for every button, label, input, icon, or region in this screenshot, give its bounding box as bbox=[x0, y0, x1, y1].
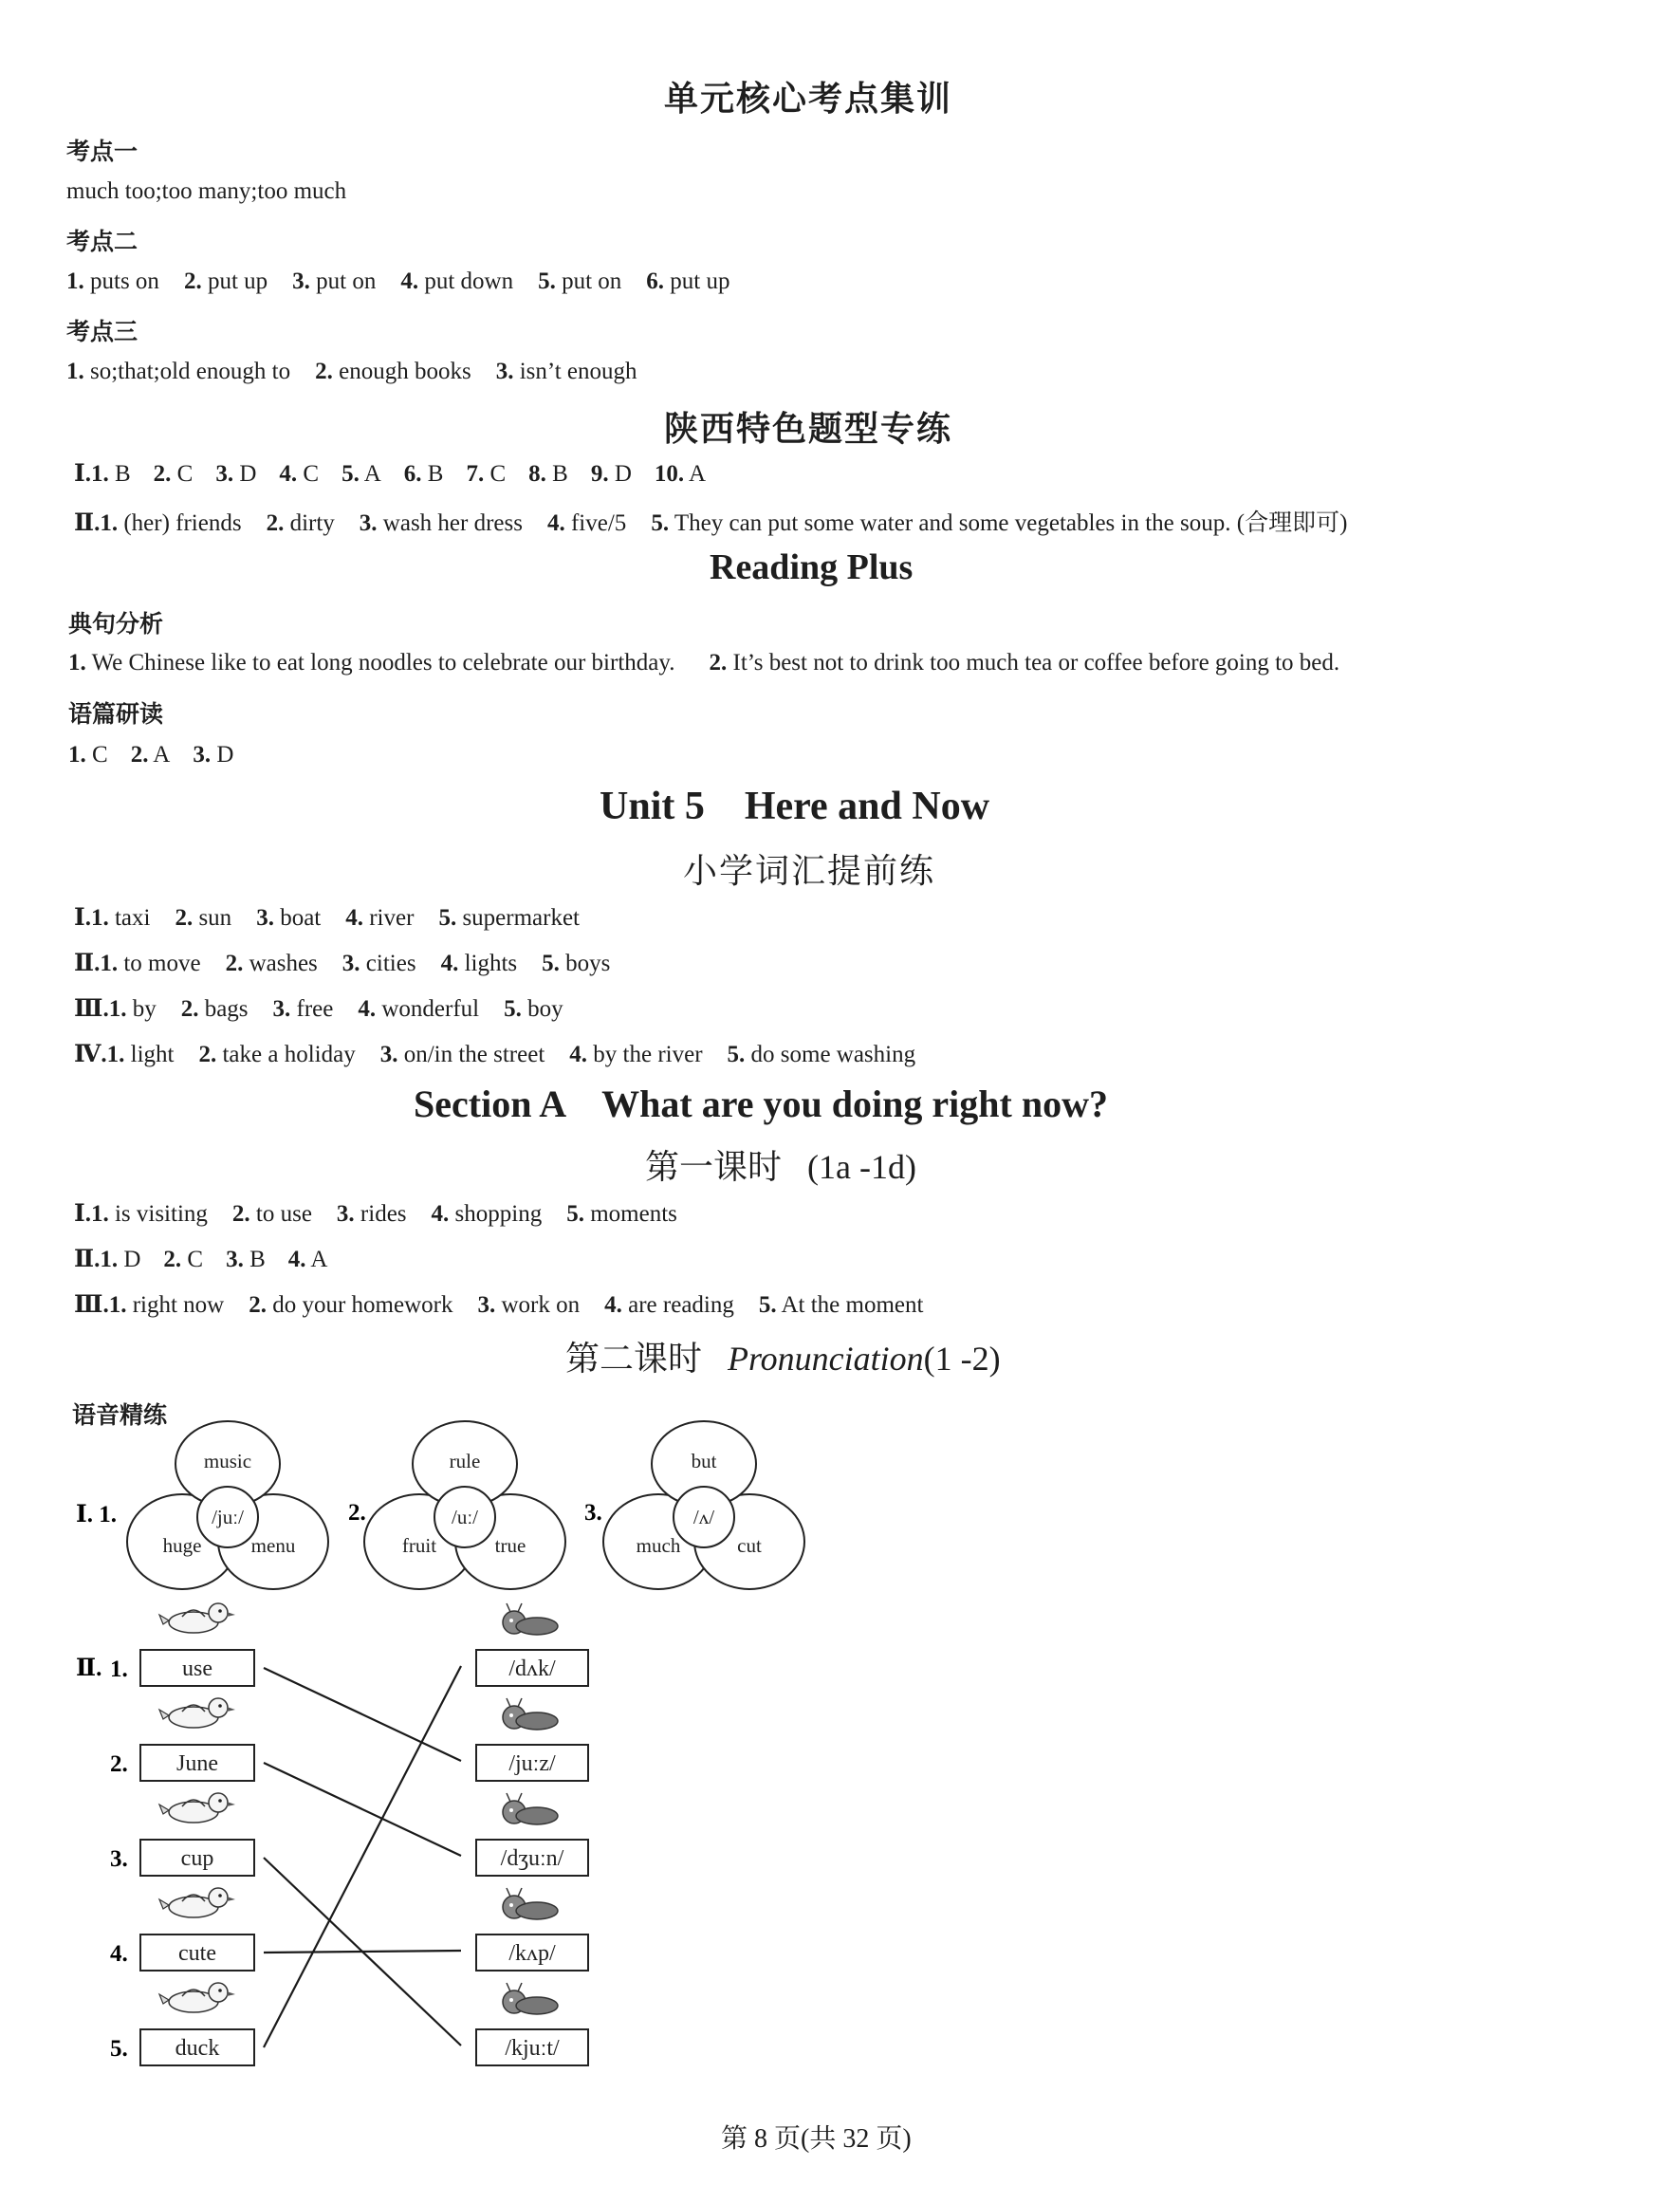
answer-number: 1. bbox=[90, 461, 109, 487]
answer-text: bags bbox=[198, 996, 249, 1022]
kp1-answer: much too;too many;too much bbox=[66, 178, 347, 204]
caterpillar-icon bbox=[503, 1698, 558, 1730]
bird-beak bbox=[227, 1802, 235, 1806]
answer-text: cities bbox=[360, 951, 416, 976]
bird-eye bbox=[218, 1609, 222, 1613]
answer-number: 3. bbox=[193, 742, 212, 768]
answer-text: shopping bbox=[449, 1201, 543, 1227]
label-passage-reading: 语篇研读 bbox=[68, 702, 164, 728]
answer-text: light bbox=[124, 1042, 175, 1067]
section-title-core-points: 单元核心考点集训 bbox=[664, 80, 953, 118]
match-line bbox=[264, 1666, 461, 2047]
answer-text: work on bbox=[495, 1292, 581, 1318]
bird-tail bbox=[159, 1615, 169, 1624]
answer-number: 1. bbox=[66, 359, 84, 384]
flower-1 bbox=[127, 1421, 328, 1589]
s2-number: 2. bbox=[709, 650, 728, 676]
lesson-1-cn: 第一课时 bbox=[645, 1148, 783, 1186]
answer-text: do your homework bbox=[266, 1292, 453, 1318]
answer-number: 4. bbox=[431, 1201, 450, 1227]
flower-sound: /ʌ/ bbox=[692, 1506, 715, 1528]
answer-number: 5. bbox=[542, 951, 560, 976]
caterpillar-eye bbox=[509, 1619, 513, 1622]
sound-text: /kʌp/ bbox=[508, 1941, 556, 1966]
answer-text: put on bbox=[309, 268, 377, 294]
bird-tail bbox=[159, 1710, 169, 1719]
flower-word-left: much bbox=[636, 1534, 681, 1557]
matching-number: 4. bbox=[110, 1941, 128, 1967]
answer-text: They can put some water and some vegetables in the soup. (合理即可) bbox=[669, 510, 1348, 536]
bird-head bbox=[209, 1888, 228, 1907]
answer-number: 10. bbox=[654, 461, 685, 487]
part-ii-label: Ⅱ. bbox=[74, 510, 101, 536]
answer-text: free bbox=[290, 996, 334, 1022]
vocab-row-i-label: Ⅰ. bbox=[74, 905, 91, 931]
answer-number: 2. bbox=[315, 359, 333, 384]
flower-row-label: Ⅰ. 1. bbox=[76, 1502, 117, 1527]
flower-word-top: music bbox=[203, 1450, 252, 1472]
caterpillar-icon bbox=[503, 1603, 558, 1635]
sound-text: /dʒuːn/ bbox=[500, 1846, 564, 1871]
word-text: duck bbox=[175, 2036, 220, 2061]
answer-number: 2. bbox=[231, 1201, 250, 1227]
answer-text: D bbox=[233, 461, 257, 487]
answer-number: 1. bbox=[100, 951, 119, 976]
answer-number: 2. bbox=[163, 1247, 182, 1272]
caterpillar-body bbox=[516, 1618, 558, 1635]
section-a-title: Section A What are you doing right now? bbox=[414, 1083, 1108, 1125]
matching-number: 2. bbox=[110, 1751, 128, 1777]
answer-text: put on bbox=[555, 268, 622, 294]
answer-text: by bbox=[126, 996, 157, 1022]
answer-number: 4. bbox=[345, 905, 363, 931]
answer-text: At the moment bbox=[776, 1292, 924, 1318]
match-line bbox=[264, 1763, 461, 1856]
answer-text: do some washing bbox=[745, 1042, 916, 1067]
unit-subtitle: 小学词汇提前练 bbox=[683, 852, 936, 890]
answer-text: puts on bbox=[83, 268, 159, 294]
bird-beak bbox=[227, 1897, 235, 1901]
caterpillar-icon bbox=[503, 1793, 558, 1824]
flower-word-left: huge bbox=[162, 1534, 202, 1557]
answer-text: D bbox=[608, 461, 632, 487]
answer-text: wash her dress bbox=[377, 510, 523, 536]
answer-number: 3. bbox=[379, 1042, 398, 1067]
lesson-2-title: Pronunciation bbox=[728, 1340, 924, 1378]
answer-number: 1. bbox=[100, 1247, 119, 1272]
answer-number: 5. bbox=[342, 461, 360, 487]
answer-number: 1. bbox=[66, 268, 84, 294]
answer-text: C bbox=[85, 742, 108, 768]
answer-text: A bbox=[148, 742, 171, 768]
answer-number: 2. bbox=[180, 996, 199, 1022]
word-text: use bbox=[182, 1657, 212, 1681]
answer-text: (her) friends bbox=[118, 510, 242, 536]
matching-label: Ⅱ. bbox=[76, 1656, 102, 1681]
vocab-row-ii-label: Ⅱ. bbox=[74, 951, 101, 976]
bird-icon bbox=[159, 1603, 235, 1633]
answer-text: isn’t enough bbox=[513, 359, 637, 384]
matching-number: 5. bbox=[110, 2036, 128, 2062]
answer-number: 2. bbox=[153, 461, 172, 487]
caterpillar-icon bbox=[503, 1983, 558, 2014]
answer-number: 3. bbox=[272, 996, 291, 1022]
answer-text: wonderful bbox=[376, 996, 480, 1022]
word-text: cup bbox=[180, 1846, 214, 1871]
answer-text: river bbox=[362, 905, 415, 931]
bird-icon bbox=[159, 1983, 235, 2012]
answer-text: A bbox=[359, 461, 381, 487]
bird-beak bbox=[227, 1707, 235, 1712]
answer-text: boys bbox=[559, 951, 611, 976]
answer-number: 5. bbox=[651, 510, 670, 536]
answer-text: D bbox=[118, 1247, 141, 1272]
match-line bbox=[264, 1668, 461, 1761]
sound-text: /juːz/ bbox=[508, 1751, 556, 1776]
answer-number: 2. bbox=[266, 510, 285, 536]
kp2-label: 考点二 bbox=[66, 230, 138, 255]
answer-number: 2. bbox=[225, 951, 244, 976]
answer-text: five/5 bbox=[564, 510, 627, 536]
answer-number: 1. bbox=[108, 1292, 127, 1318]
lesson-2-range: (1 -2) bbox=[923, 1340, 1001, 1378]
answer-number: 3. bbox=[477, 1292, 496, 1318]
flower-3 bbox=[584, 1421, 804, 1589]
answer-number: 4. bbox=[400, 268, 419, 294]
answer-number: 7. bbox=[466, 461, 485, 487]
unit-title: Unit 5 Here and Now bbox=[600, 785, 990, 828]
answer-number: 2. bbox=[183, 268, 202, 294]
answer-number: 3. bbox=[226, 1247, 244, 1272]
bird-eye bbox=[218, 1894, 222, 1898]
flower-2 bbox=[348, 1421, 565, 1589]
answer-number: 2. bbox=[175, 905, 194, 931]
flower-word-right: menu bbox=[250, 1534, 296, 1557]
word-text: cute bbox=[178, 1941, 216, 1966]
caterpillar-eye bbox=[509, 1903, 513, 1907]
flower-number: 2. bbox=[348, 1500, 366, 1526]
answer-text: D bbox=[211, 742, 234, 768]
caterpillar-body bbox=[516, 1807, 558, 1824]
answer-text: dirty bbox=[284, 510, 335, 536]
answer-text: C bbox=[297, 461, 320, 487]
matching-group bbox=[76, 1603, 588, 2065]
answer-text: so;that;old enough to bbox=[83, 359, 291, 384]
answer-text: sun bbox=[193, 905, 232, 931]
answer-text: B bbox=[243, 1247, 266, 1272]
answer-text: taxi bbox=[108, 905, 151, 931]
answer-number: 3. bbox=[495, 359, 514, 384]
answer-text: is visiting bbox=[108, 1201, 208, 1227]
flower-word-top: but bbox=[691, 1450, 717, 1472]
section-title-shaanxi: 陕西特色题型专练 bbox=[664, 410, 953, 448]
s1-number: 1. bbox=[68, 650, 86, 676]
page-footer: 第 8 页(共 32 页) bbox=[721, 2124, 912, 2154]
answer-number: 4. bbox=[287, 1247, 306, 1272]
answer-text: C bbox=[484, 461, 507, 487]
caterpillar-body bbox=[516, 1712, 558, 1730]
flower-word-right: cut bbox=[737, 1534, 762, 1557]
answer-text: put down bbox=[418, 268, 514, 294]
answer-number: 4. bbox=[358, 996, 377, 1022]
bird-eye bbox=[218, 1989, 222, 1992]
answer-number: 1. bbox=[100, 510, 119, 536]
answer-number: 1. bbox=[90, 905, 109, 931]
sound-text: /dʌk/ bbox=[508, 1657, 556, 1681]
answer-number: 5. bbox=[538, 268, 556, 294]
match-line bbox=[264, 1951, 461, 1953]
answer-text: are reading bbox=[621, 1292, 734, 1318]
s2-text: It’s best not to drink too much tea or coffee before going to bed. bbox=[732, 650, 1340, 676]
flower-sound: /uː/ bbox=[451, 1506, 479, 1528]
answer-number: 3. bbox=[292, 268, 310, 294]
flower-word-top: rule bbox=[449, 1450, 481, 1472]
answer-number: 2. bbox=[130, 742, 149, 768]
answer-text: right now bbox=[126, 1292, 225, 1318]
matching-number: 1. bbox=[110, 1657, 128, 1682]
kp1-label: 考点一 bbox=[66, 139, 138, 165]
lesson1-row-iii-label: Ⅲ. bbox=[74, 1292, 109, 1318]
section-title-reading-plus: Reading Plus bbox=[710, 547, 914, 587]
answer-text: put up bbox=[201, 268, 268, 294]
answer-number: 3. bbox=[336, 1201, 355, 1227]
answer-number: 3. bbox=[342, 951, 360, 976]
answer-text: B bbox=[545, 461, 568, 487]
bird-tail bbox=[159, 1994, 169, 2004]
answer-text: washes bbox=[243, 951, 318, 976]
label-phonics: 语音精练 bbox=[72, 1403, 168, 1429]
lesson-1-range: (1a -1d) bbox=[807, 1148, 916, 1186]
answer-number: 4. bbox=[440, 951, 459, 976]
answer-number: 1. bbox=[106, 1042, 125, 1067]
caterpillar-eye bbox=[509, 1998, 513, 2002]
bird-eye bbox=[218, 1799, 222, 1803]
bird-icon bbox=[159, 1698, 235, 1728]
answer-number: 8. bbox=[528, 461, 546, 487]
bird-eye bbox=[218, 1704, 222, 1708]
flower-number: 3. bbox=[584, 1500, 602, 1526]
answer-number: 6. bbox=[403, 461, 422, 487]
answer-number: 6. bbox=[646, 268, 665, 294]
bird-head bbox=[209, 1698, 228, 1717]
answer-number: 2. bbox=[198, 1042, 217, 1067]
lesson1-row-i-label: Ⅰ. bbox=[74, 1201, 91, 1227]
part-i-label: Ⅰ. bbox=[74, 461, 91, 487]
bird-icon bbox=[159, 1888, 235, 1917]
bird-head bbox=[209, 1603, 228, 1622]
answer-text: on/in the street bbox=[397, 1042, 545, 1067]
vocab-row-iii-label: Ⅲ. bbox=[74, 996, 109, 1022]
answer-number: 9. bbox=[590, 461, 609, 487]
answer-number: 3. bbox=[215, 461, 234, 487]
answer-text: by the river bbox=[587, 1042, 703, 1067]
caterpillar-eye bbox=[509, 1808, 513, 1812]
answer-text: C bbox=[181, 1247, 204, 1272]
bird-beak bbox=[227, 1612, 235, 1617]
answer-text: take a holiday bbox=[216, 1042, 356, 1067]
answer-text: A bbox=[305, 1247, 328, 1272]
bird-beak bbox=[227, 1991, 235, 1996]
vocab-row-iv-label: Ⅳ. bbox=[74, 1042, 107, 1067]
bird-icon bbox=[159, 1793, 235, 1823]
answer-number: 5. bbox=[758, 1292, 777, 1318]
answer-text: moments bbox=[583, 1201, 677, 1227]
answer-text: B bbox=[421, 461, 444, 487]
answer-number: 3. bbox=[359, 510, 378, 536]
answer-text: to move bbox=[118, 951, 201, 976]
flower-word-right: true bbox=[494, 1534, 526, 1557]
answer-text: A bbox=[684, 461, 707, 487]
flower-sound: /juː/ bbox=[212, 1506, 244, 1528]
matching-number: 3. bbox=[110, 1846, 128, 1872]
answer-number: 3. bbox=[256, 905, 274, 931]
bird-head bbox=[209, 1793, 228, 1812]
answer-number: 1. bbox=[108, 996, 127, 1022]
answer-number: 4. bbox=[279, 461, 298, 487]
answer-number: 5. bbox=[504, 996, 522, 1022]
answer-number: 2. bbox=[249, 1292, 267, 1318]
answer-number: 4. bbox=[569, 1042, 588, 1067]
kp3-label: 考点三 bbox=[66, 320, 138, 345]
sound-text: /kjuːt/ bbox=[505, 2036, 560, 2061]
answer-number: 1. bbox=[90, 1201, 109, 1227]
lesson1-row-ii-label: Ⅱ. bbox=[74, 1247, 101, 1272]
s1-text: We Chinese like to eat long noodles to celebrate our birthday. bbox=[91, 650, 675, 676]
flower-group bbox=[76, 1421, 804, 1589]
answer-number: 5. bbox=[438, 905, 457, 931]
answer-text: boy bbox=[521, 996, 563, 1022]
flower-word-left: fruit bbox=[401, 1534, 437, 1557]
answer-text: supermarket bbox=[456, 905, 580, 931]
caterpillar-icon bbox=[503, 1888, 558, 1919]
answer-text: enough books bbox=[332, 359, 471, 384]
answer-text: boat bbox=[273, 905, 322, 931]
lesson-2-cn: 第二课时 bbox=[565, 1340, 703, 1378]
label-typical-sentences: 典句分析 bbox=[68, 612, 164, 638]
answer-text: put up bbox=[664, 268, 730, 294]
caterpillar-body bbox=[516, 1902, 558, 1919]
answer-number: 1. bbox=[68, 742, 86, 768]
answer-text: C bbox=[171, 461, 194, 487]
answer-text: lights bbox=[458, 951, 518, 976]
answer-text: to use bbox=[249, 1201, 312, 1227]
answer-number: 4. bbox=[604, 1292, 622, 1318]
bird-tail bbox=[159, 1899, 169, 1909]
caterpillar-eye bbox=[509, 1713, 513, 1717]
answer-text: rides bbox=[354, 1201, 407, 1227]
answer-text: B bbox=[108, 461, 131, 487]
bird-tail bbox=[159, 1805, 169, 1814]
answer-number: 4. bbox=[546, 510, 565, 536]
caterpillar-body bbox=[516, 1997, 558, 2014]
bird-head bbox=[209, 1983, 228, 2002]
word-text: June bbox=[176, 1751, 218, 1776]
answer-number: 5. bbox=[727, 1042, 746, 1067]
answer-number: 5. bbox=[566, 1201, 584, 1227]
